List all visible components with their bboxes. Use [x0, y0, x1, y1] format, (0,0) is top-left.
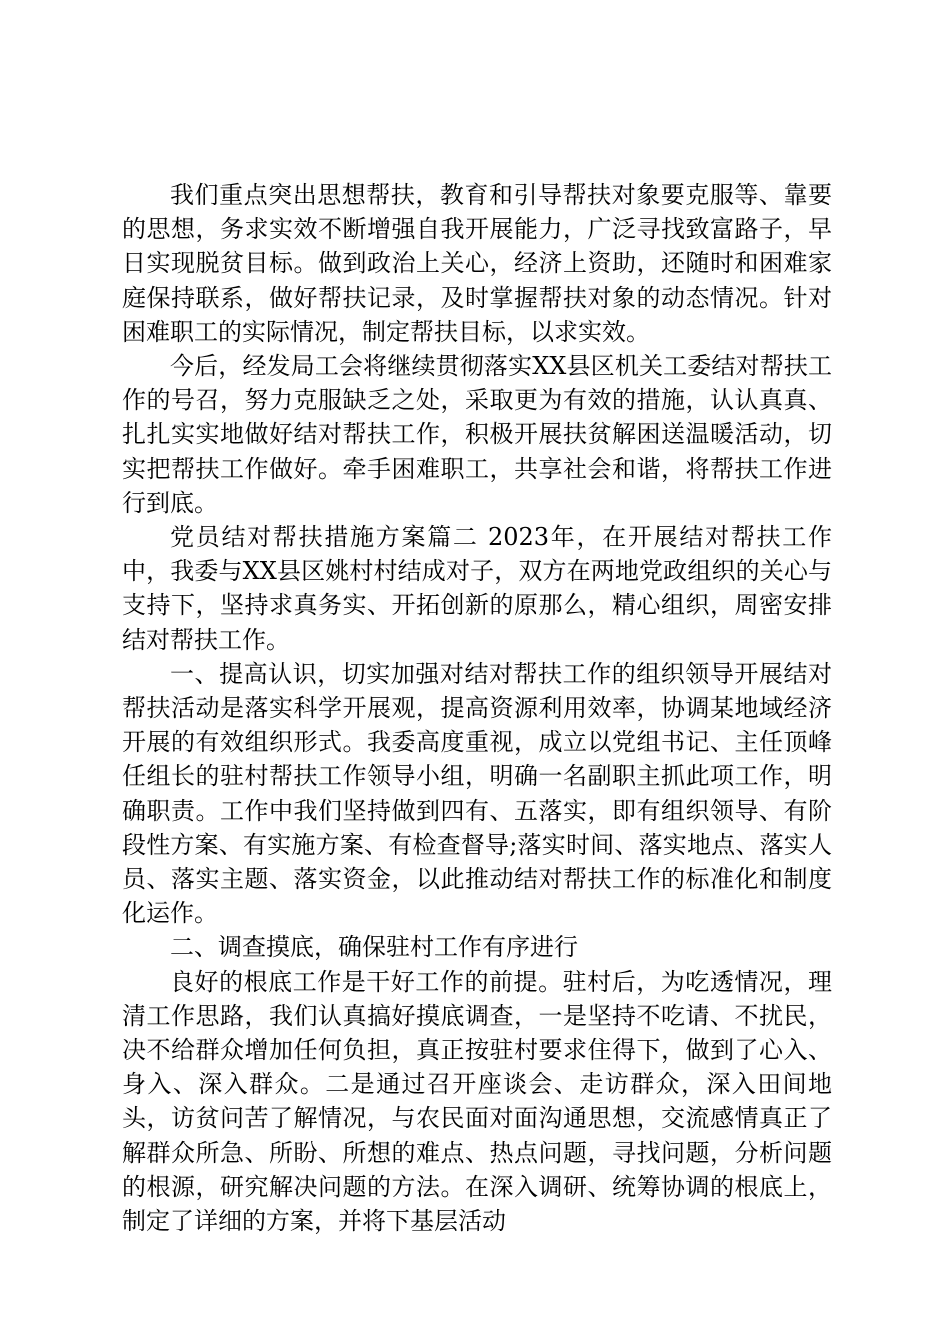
- paragraph-1: 我们重点突出思想帮扶，教育和引导帮扶对象要克服等、靠要的思想，务求实效不断增强自我开展能力，广泛寻找致富路子，早日实现脱贫目标。做到政治上关心，经济上资助，还随时和困难家庭保持联系，做好帮扶记录，及时掌握帮扶对象的动态情况。针对困难职工的实际情况，制定帮扶目标，以求实效。: [122, 181, 832, 346]
- paragraph-3: 党员结对帮扶措施方案篇二 2023年，在开展结对帮扶工作中，我委与XX县区姚村村结成对子，双方在两地党政组织的关心与支持下，坚持求真务实、开拓创新的原那么，精心组织，周密安排结对帮扶工作。: [122, 523, 832, 654]
- document-body: [122, 178, 832, 1238]
- paragraph-5: 二、调查摸底，确保驻村工作有序进行: [170, 933, 578, 962]
- paragraph-4: 一、提高认识，切实加强对结对帮扶工作的组织领导开展结对帮扶活动是落实科学开展观，提高资源利用效率，协调某地域经济开展的有效组织形式。我委高度重视，成立以党组书记、主任顶峰任组长的驻村帮扶工作领导小组，明确一名副职主抓此项工作，明确职责。工作中我们坚持做到四有、五落实，即有组织领导、有阶段性方案、有实施方案、有检查督导;落实时间、落实地点、落实人员、落实主题、落实资金，以此推动结对帮扶工作的标准化和制度化运作。: [122, 659, 832, 928]
- paragraph-6: 良好的根底工作是干好工作的前提。驻村后，为吃透情况，理清工作思路，我们认真搞好摸底调查，一是坚持不吃请、不扰民，决不给群众增加任何负担，真正按驻村要求住得下，做到了心入、身入、深入群众。二是通过召开座谈会、走访群众，深入田间地头，访贫问苦了解情况，与农民面对面沟通思想，交流感情真正了解群众所急、所盼、所想的难点、热点问题，寻找问题，分析问题的根源，研究解决问题的方法。在深入调研、统筹协调的根底上，制定了详细的方案，并将下基层活动: [122, 967, 832, 1236]
- paragraph-2: 今后，经发局工会将继续贯彻落实XX县区机关工委结对帮扶工作的号召，努力克服缺乏之处，采取更为有效的措施，认认真真、扎扎实实地做好结对帮扶工作，积极开展扶贫解困送温暖活动，切实把帮扶工作做好。牵手困难职工，共享社会和谐，将帮扶工作进行到底。: [122, 352, 832, 517]
